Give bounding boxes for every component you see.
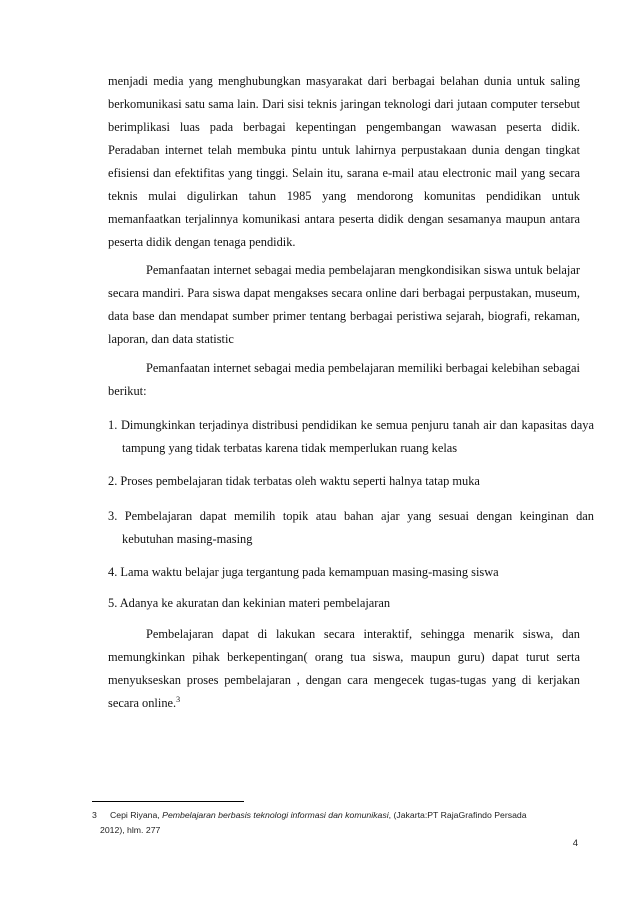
footnote-marker: 3: [92, 810, 97, 820]
list-item-2: 2. Proses pembelajaran tidak terbatas oleh waktu seperti halnya tatap muka: [108, 474, 480, 488]
paragraph-internet-media-learning: Pemanfaatan internet sebagai media pembelajaran mengkondisikan siswa untuk belajar secara mandiri. Para siswa dapat mengakses secara online dari berbagai perpustakan, museum, data base dan mendapat sumber primer tentang berbagai peristiwa sejarah, biografi, rekaman, laporan, dan data statistic: [108, 263, 580, 346]
list-item-4: 4. Lama waktu belajar juga tergantung pada kemampuan masing-masing siswa: [108, 565, 499, 579]
footnote-title: Pembelajaran berbasis teknologi informasi dan komunikasi: [162, 810, 389, 820]
paragraph-advantages-intro: Pemanfaatan internet sebagai media pembelajaran memiliki berbagai kelebihan sebagai berikut:: [108, 361, 580, 398]
page-number: 4: [572, 838, 578, 849]
footnote-divider: [92, 801, 244, 802]
footnote: [92, 808, 580, 838]
footnote-continuation: 2012), hlm. 277: [100, 825, 161, 835]
list-item-3: 3. Pembelajaran dapat memilih topik atau bahan ajar yang sesuai dengan keinginan dan kebutuhan masing-masing: [108, 509, 594, 546]
footnote-reference[interactable]: 3: [176, 694, 181, 704]
paragraph-interactive-learning: [108, 623, 580, 715]
footnote-publication: , (Jakarta:PT RajaGrafindo Persada: [388, 810, 527, 820]
closing-paragraph-text: Pembelajaran dapat di lakukan secara interaktif, sehingga menarik siswa, dan memungkinkan pihak berkepentingan( orang tua siswa, maupun guru) dapat turut serta menyukseskan proses pembelajaran , dengan cara mengecek tugas-tugas yang di kerjakan secara online.: [108, 627, 580, 710]
paragraph-internet-communication: menjadi media yang menghubungkan masyarakat dari berbagai belahan dunia untuk saling berkomunikasi satu sama lain. Dari sisi teknis jaringan teknologi dari jutaan computer tersebut berimplikasi luas pada berbagai kepentingan pengembangan wawasan peserta didik. Peradaban internet telah membuka pintu untuk lahirnya perpustakaan dunia dengan tingkat efisiensi dan efektifitas yang tinggi. Selain itu, sarana e-mail atau electronic mail yang secara teknis mulai digulirkan tahun 1985 yang mendorong komunitas pendidikan untuk memanfaatkan terjalinnya komunikasi antara peserta didik dengan sesamanya maupun antara peserta didik dengan tenaga pendidik.: [108, 74, 580, 249]
footnote-author: Cepi Riyana,: [110, 810, 163, 820]
list-item-5: 5. Adanya ke akuratan dan kekinian materi pembelajaran: [108, 596, 391, 610]
list-item-1: 1. Dimungkinkan terjadinya distribusi pendidikan ke semua penjuru tanah air dan kapasitas daya tampung yang tidak terbatas karena tidak memperlukan ruang kelas: [108, 418, 594, 455]
